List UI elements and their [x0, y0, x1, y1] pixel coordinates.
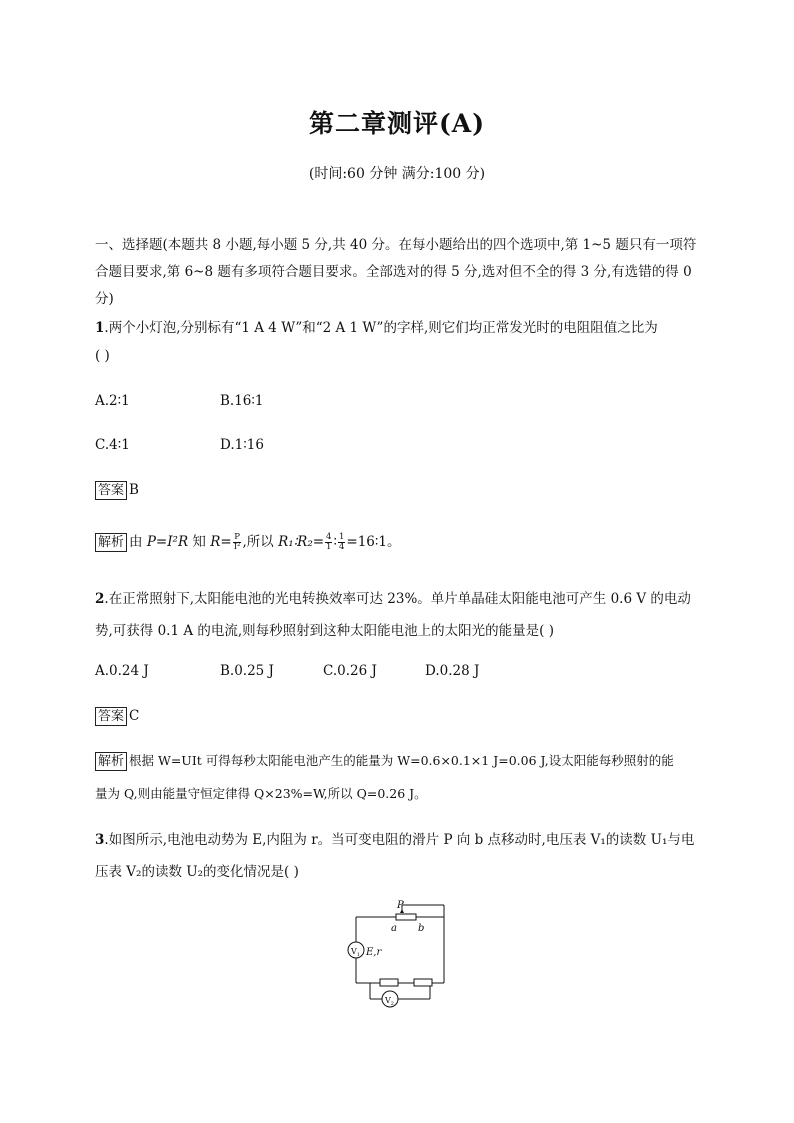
answer-value: B	[129, 482, 139, 498]
question-text: .如图所示,电池电动势为 E,内阻为 r。当可变电阻的滑片 P 向 b 点移动时,电压表 V₁的读数 U₁与电	[104, 832, 695, 848]
analysis-text: 知	[188, 534, 211, 550]
option-c: C.0.26 J	[323, 663, 377, 679]
label-P: P	[397, 900, 404, 911]
option-a: A.2∶1	[95, 393, 130, 409]
v2-subscript: 2	[390, 1001, 394, 1007]
v1-subscript: 1	[356, 952, 360, 958]
analysis-text: ,所以	[242, 534, 279, 550]
option-b: B.16∶1	[220, 393, 264, 409]
question-3-stem	[95, 828, 694, 848]
analysis-text: =16∶1。	[346, 534, 401, 550]
answer-tag: 答案	[95, 481, 127, 500]
label-Er: E,r	[366, 947, 382, 958]
resistor-1	[380, 979, 398, 986]
question-2-stem	[95, 587, 691, 607]
answer-value: C	[129, 708, 140, 724]
formula: R₁∶R₂=	[278, 534, 325, 550]
v1-letter: V	[351, 947, 357, 956]
formula: R=	[210, 534, 232, 550]
analysis-text: 由	[129, 534, 147, 550]
question-2-answer	[95, 707, 139, 726]
page-title: 第二章测评(A)	[308, 109, 486, 138]
answer-tag: 答案	[95, 707, 127, 726]
question-1-blank: ( )	[95, 348, 110, 364]
denominator: I²	[233, 542, 241, 552]
label-a: a	[391, 923, 397, 934]
question-number: 1	[95, 320, 105, 336]
question-text: .在正常照射下,太阳能电池的光电转换效率可达 23%。单片单晶硅太阳能电池可产生 0.6 V 的电动	[104, 591, 691, 607]
fraction	[338, 533, 345, 552]
formula: P=I²R	[146, 534, 189, 550]
option-c: C.4∶1	[95, 437, 130, 453]
analysis-tag: 解析	[95, 533, 127, 552]
analysis-text: ∶	[333, 534, 337, 550]
question-number: 2	[95, 591, 105, 607]
label-b: b	[418, 923, 425, 934]
option-d: D.0.28 J	[425, 663, 480, 679]
question-3-stem-line2: 压表 V₂的读数 U₂的变化情况是( )	[95, 864, 299, 880]
question-number: 3	[95, 832, 105, 848]
denominator: 1	[326, 542, 332, 552]
numerator: P	[234, 532, 240, 542]
resistor-2	[414, 979, 432, 986]
question-1-stem	[95, 316, 658, 336]
question-2-analysis	[95, 751, 674, 771]
v2-letter: V	[385, 996, 391, 1005]
question-2-stem-line2: 势,可获得 0.1 A 的电流,则每秒照射到这种太阳能电池上的太阳光的能量是( )	[95, 623, 554, 639]
option-a: A.0.24 J	[95, 663, 149, 679]
page-subtitle: (时间:60 分钟 满分:100 分)	[308, 166, 486, 182]
option-d: D.1∶16	[220, 437, 264, 453]
section-header: 一、选择题(本题共 8 小题,每小题 5 分,共 40 分。在每小题给出的四个选项中,第 1~5 题只有一项符合题目要求,第 6~8 题有多项符合题目要求。全部选对的得 5 分,选对但不全的得 3 分,有选错的得 0 分)	[95, 237, 697, 307]
numerator: 1	[338, 532, 345, 542]
denominator: 4	[338, 542, 345, 552]
circuit-diagram	[340, 895, 455, 1015]
fraction	[325, 533, 332, 552]
option-b: B.0.25 J	[220, 663, 274, 679]
numerator: 4	[326, 532, 332, 542]
rheostat	[396, 914, 416, 920]
analysis-tag: 解析	[95, 752, 127, 771]
fraction	[233, 533, 242, 552]
question-1-analysis	[95, 530, 401, 552]
question-text: .两个小灯泡,分别标有“1 A 4 W”和“2 A 1 W”的字样,则它们均正常发光时的电阻阻值之比为	[104, 320, 658, 336]
question-2-analysis-line2: 量为 Q,则由能量守恒定律得 Q×23%=W,所以 Q=0.26 J。	[95, 786, 427, 801]
question-1-answer	[95, 481, 139, 500]
analysis-text: 根据 W=UIt 可得每秒太阳能电池产生的能量为 W=0.6×0.1×1 J=0.06 J,设太阳能每秒照射的能	[129, 753, 674, 768]
